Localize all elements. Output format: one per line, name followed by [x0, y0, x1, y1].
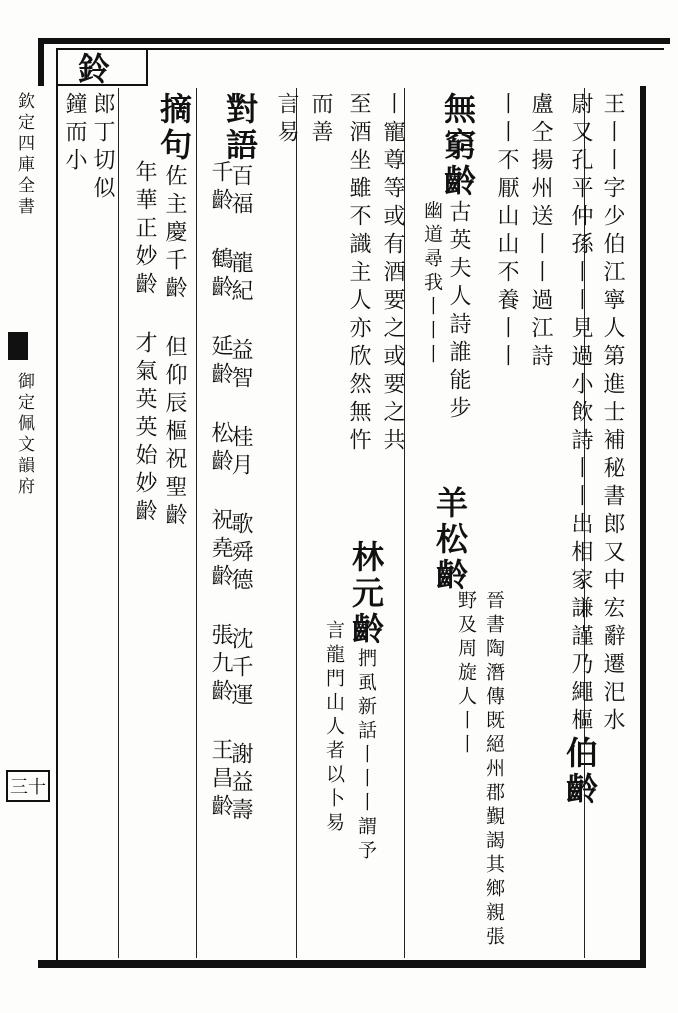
column-rule — [296, 88, 297, 958]
text-column-5b: 幽道尋我丨丨丨 — [421, 200, 443, 368]
section-heading: 對語 — [221, 92, 259, 164]
page-frame-left — [56, 86, 58, 960]
text-column-14b: 郎丁切似 — [90, 92, 115, 204]
text-column-1: 王丨丨字少伯江寧人第進士補秘書郎又中宏辭遷汜水 — [600, 92, 625, 736]
headword: 盧仝 — [528, 92, 553, 148]
text-column-4: 丨丨不厭山山不養丨丨 — [494, 92, 519, 372]
text-column-7: 至酒坐雖不識主人亦欣然無忤 — [346, 92, 371, 456]
column-rule — [196, 88, 197, 958]
text-column-6: 丨寵尊等或有酒要之或要之共 — [380, 92, 405, 456]
text-column-5d: 晉書陶潛傳既絕州郡覲謁其鄉親張野及周旋人丨丨 — [455, 590, 505, 950]
text-column-14 — [73, 52, 111, 88]
page-frame-bottom — [38, 960, 646, 968]
headword: 羊松齡 — [431, 486, 469, 594]
text-column-9: 言易 — [274, 92, 299, 148]
headword: 無窮齡 — [439, 92, 477, 200]
text-column-11: 千齡 鶴齡 延齡 松齡 祝堯齡 張九齡 王昌齡 — [208, 160, 233, 822]
text-column-6b: 林元齡捫虱新話丨丨丨謂予 — [347, 540, 385, 864]
column-rule — [118, 88, 119, 958]
page-number: 三十 — [6, 770, 50, 802]
section-heading: 摘句 — [155, 92, 193, 164]
rhyme-headword: 鈴 — [73, 52, 111, 88]
fishtail-mark — [8, 332, 28, 360]
text-column-7b: 言龍門山人者以卜易 — [323, 620, 345, 836]
text-column-15: 鐘而小 — [62, 92, 87, 176]
text-column-5: 無窮齡古英夫人詩誰能步 — [439, 92, 477, 424]
headword: 林元齡 — [347, 540, 385, 648]
text-column-13: 年華正妙齡 才氣英英始妙齡 — [132, 160, 157, 527]
book-title: 欽定四庫全書 — [14, 92, 34, 218]
text-column-8: 而善 — [308, 92, 333, 148]
text-column-2: 尉又孔平仲孫丨丨見過小飲詩丨丨出相家謙謹乃繩樞伯齡 — [561, 92, 599, 808]
text-column-5c — [431, 486, 469, 594]
text-column-3: 盧仝揚州送丨丨過江詩 — [528, 92, 553, 372]
page-frame-right — [640, 86, 646, 966]
text-column-12: 摘句佐主慶千齡 但仰辰樞祝聖齡 — [155, 92, 193, 531]
text-column-10: 對語百福 龍紀 益智 桂月 歌舜德 沈千運 謝益壽 — [221, 92, 259, 826]
chapter-title: 御定佩文韻府 — [14, 372, 34, 498]
headword: 伯齡 — [561, 736, 599, 808]
